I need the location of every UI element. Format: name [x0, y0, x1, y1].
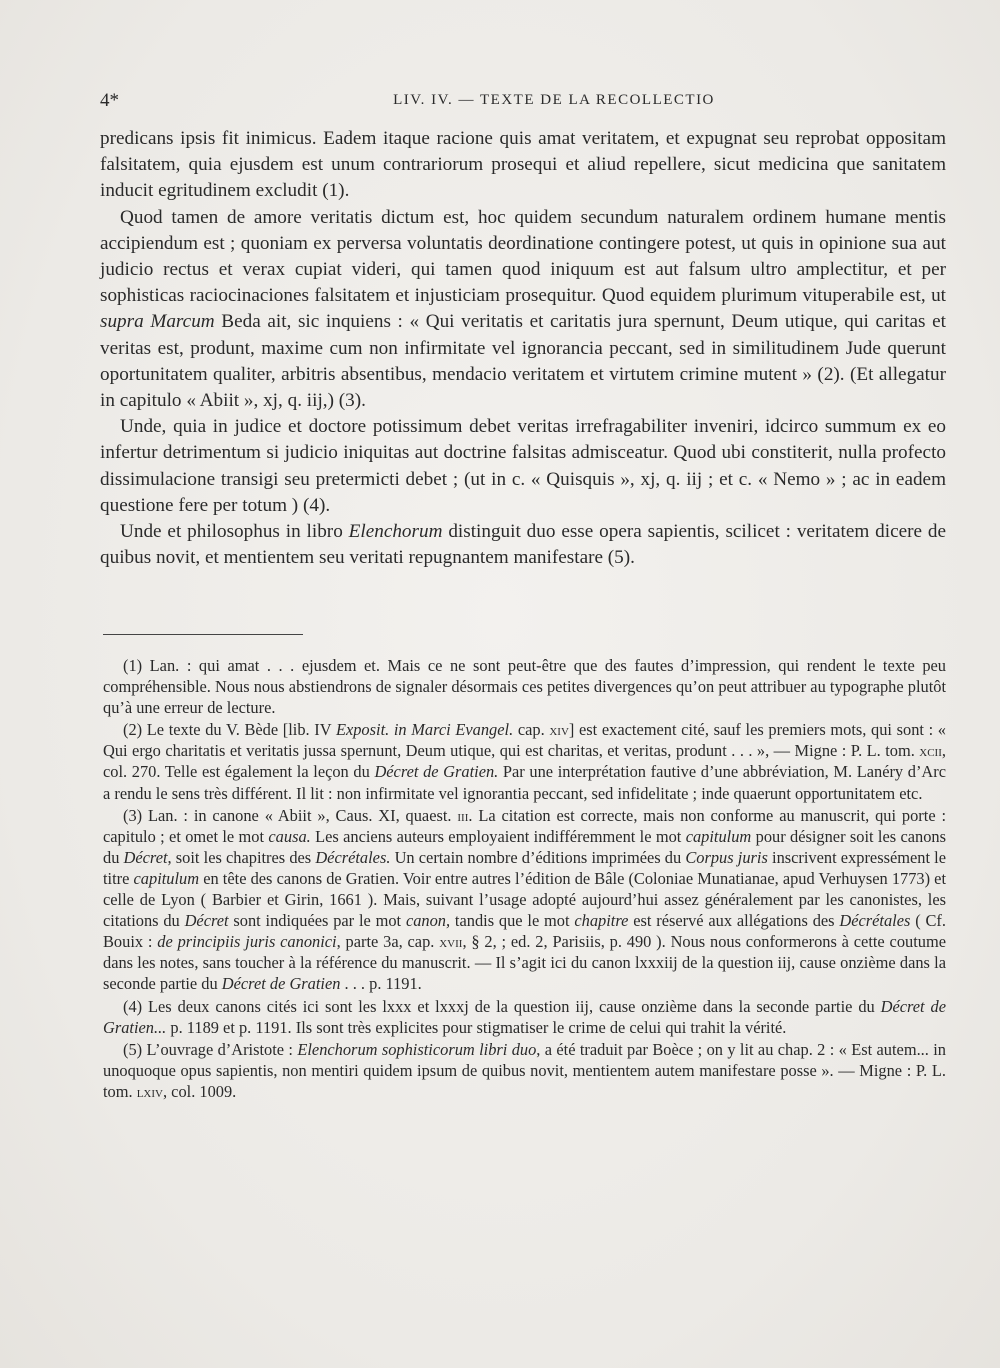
footnote-divider: [103, 634, 303, 635]
main-text: [100, 126, 946, 571]
footnote-5: (5) L’ouvrage d’Aristote : Elenchorum sophisticorum libri duo, a été traduit par Boèce ; on y lit au chap. 2 : « Est autem... in unoquoque opus sapientis, non mentiri quidem ipsum de quibus novit, mentientem autem manifestare posse ». — Migne : P. L. tom. lxiv, col. 1009.: [103, 1039, 946, 1101]
paragraph-2: Quod tamen de amore veritatis dictum est, hoc quidem secundum naturalem ordinem humane mentis accipiendum est ; quoniam ex perversa voluntatis deordinatione contingere potest, ut quis in opinione sua aut judicio rectus et verax cupiat videri, qui tamen quod iniquum est aut falsum ultro amplectitur, et per sophisticas raciocinaciones falsitatem et injusticiam prosequitur. Quod equidem plurimum vituperabile est, ut supra Marcum Beda ait, sic inquiens : « Qui veritatis et caritatis jura spernunt, Deum utique, qui caritas et veritas est, produnt, maxime cum non infirmitate vel ignorancia peccant, sed in similitudinem Jude querunt oportunitatem qualiter, arbitris absentibus, mendacio veritatem et virtutem crimine mutent » (2). (Et allegatur in capitulo « Abiit », xj, q. iij,) (3).: [100, 206, 946, 412]
page-header: [100, 90, 948, 114]
page-number: 4*: [100, 90, 119, 111]
paragraph-1: predicans ipsis fit inimicus. Eadem itaque racione quis amat veritatem, et expugnat seu reprobat oppositam falsitatem, quia ejusdem est unum contrariorum prosequi et aliud repellere, sicut medicina que sanitatem inducit egritudinem excludit (1).: [100, 128, 946, 202]
paragraph-4: Unde et philosophus in libro Elenchorum distinguit duo esse opera sapientis, scilicet : veritatem dicere de quibus novit, et mentientem seu veritati repugnantem manifestare (5).: [100, 521, 946, 569]
footnote-1: (1) Lan. : qui amat . . . ejusdem et. Mais ce ne sont peut-être que des fautes d’impression, qui rendent le texte peu compréhensible. Nous nous abstiendrons de signaler désormais ces petites divergences qu’on peut attribuer au typographe plutôt qu’à une erreur de lecture.: [103, 656, 946, 718]
footnotes: [103, 655, 946, 1103]
footnote-3: (3) Lan. : in canone « Abiit », Caus. XI, quaest. iii. La citation est correcte, mais non conforme au manuscrit, qui porte : capitulo ; et omet le mot causa. Les anciens auteurs employaient indifféremment le mot capitulum pour désigner soit les canons du Décret, soit les chapitres des Décrétales. Un certain nombre d’éditions imprimées du Corpus juris inscrivent expressément le titre capitulum en tête des canons de Gratien. Voir entre autres l’édition de Bâle (Coloniae Munatianae, apud Verhuysen 1773) et celle de Lyon ( Barbier et Girin, 1661 ). Mais, suivant l’usage adopté aujourd’hui assez généralement par les canonistes, les citations du Décret sont indiquées par le mot canon, tandis que le mot chapitre est réservé aux allégations des Décrétales ( Cf. Bouix : de principiis juris canonici, parte 3a, cap. xvii, § 2, ; ed. 2, Parisiis, p. 490 ). Nous nous conformerons à cette coutume dans les notes, sans toucher à la référence du manuscrit. — Il s’agit ici du canon lxxxiij de la question iij, cause onzième dans la seconde partie du Décret de Gratien . . . p. 1191.: [103, 805, 947, 994]
footnote-4: (4) Les deux canons cités ici sont les lxxx et lxxxj de la question iij, cause onzième dans la seconde partie du Décret de Gratien... p. 1189 et p. 1191. Ils sont très explicites pour stigmatiser le crime de celui qui trahit la vérité.: [103, 996, 946, 1037]
running-head: LIV. IV. — TEXTE DE LA RECOLLECTIO: [393, 92, 715, 108]
paragraph-3: Unde, quia in judice et doctore potissimum debet veritas irrefragabiliter inveniri, idcirco summum ex eo infertur detrimentum si judicio iniquitas aut doctrine falsitas admisceatur. Quod ubi constiterit, nulla profecto dissimulacione transigi seu pretermicti debet ; (ut in c. « Quisquis », xj, q. iij ; et c. « Nemo » ; ac in eadem questione fere per totum ) (4).: [100, 416, 946, 516]
footnote-2: (2) Le texte du V. Bède [lib. IV Exposit. in Marci Evangel. cap. xiv] est exactement cité, sauf les premiers mots, qui sont : « Qui ergo charitatis et veritatis jussa spernunt, Deum utique, qui est charitas, et veritas, produnt . . . », — Migne : P. L. tom. xcii, col. 270. Telle est également la leçon du Décret de Gratien. Par une interprétation fautive d’une abbréviation, M. Lanéry d’Arc a rendu le sens très différent. Il lit : non infirmitate vel ignorantia peccant, sed infidelitate ; inde quaerunt opportunitatem etc.: [103, 720, 947, 803]
